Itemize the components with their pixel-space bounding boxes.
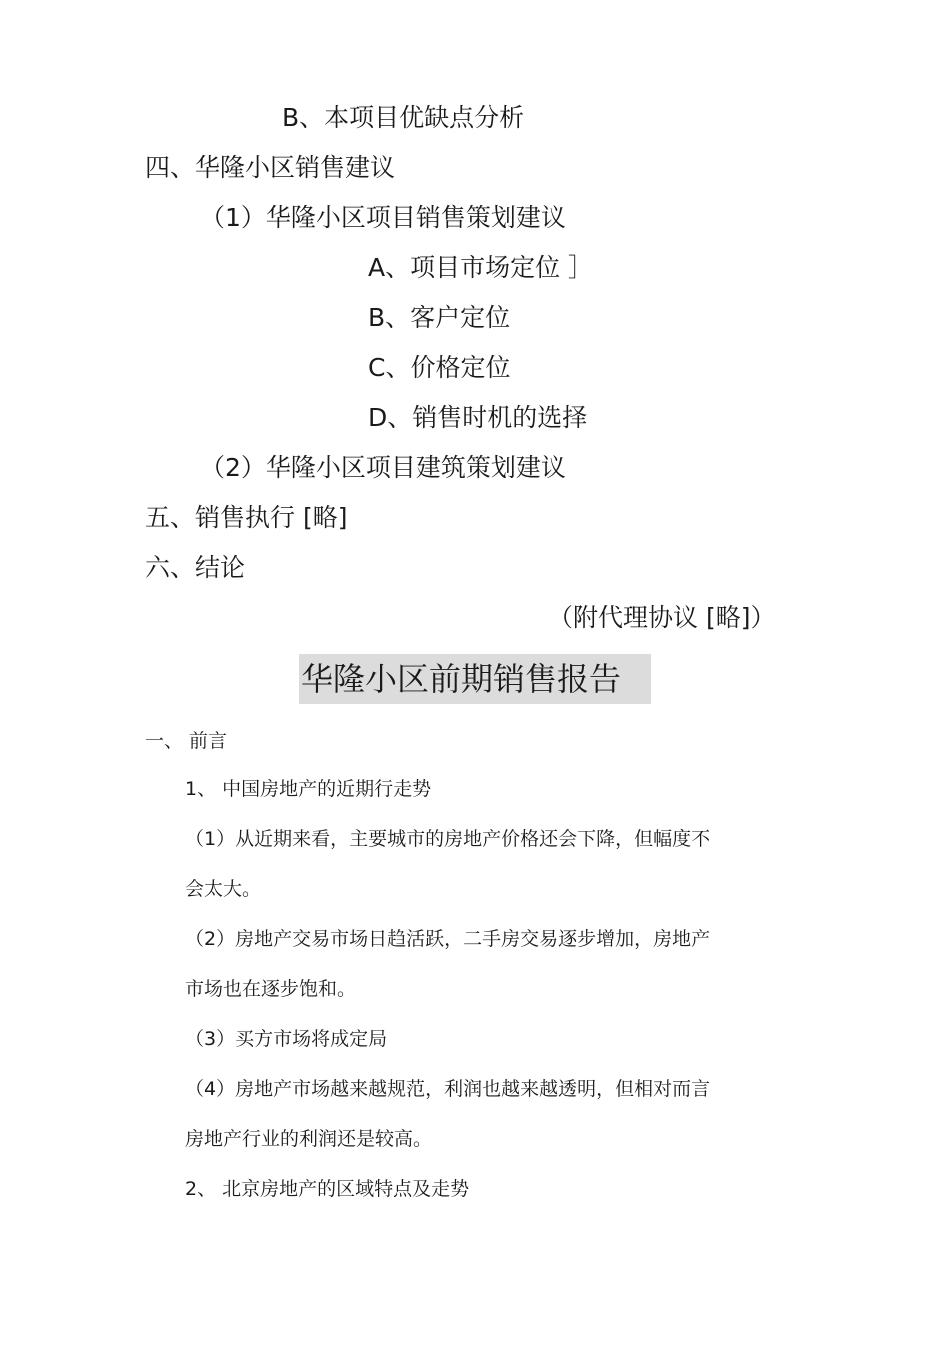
outline-item-a: A、项目市场定位 ］ [368, 253, 594, 282]
outline-item-d: D、销售时机的选择 [368, 403, 588, 432]
report-paragraph-4-line-1: （4）房地产市场越来越规范，利润也越来越透明，但相对而言 [185, 1078, 711, 1100]
outline-sub-4-1: （1）华隆小区项目销售策划建议 [200, 203, 566, 232]
outline-section-5: 五、销售执行 [略] [145, 503, 348, 532]
report-paragraph-1-line-2: 会太大。 [185, 878, 262, 900]
report-paragraph-3: （3）买方市场将成定局 [185, 1028, 388, 1050]
report-section-1: 一、 前言 [145, 730, 228, 752]
report-paragraph-1-line-1: （1）从近期来看，主要城市的房地产价格还会下降，但幅度不 [185, 828, 711, 850]
outline-sub-4-2: （2）华隆小区项目建筑策划建议 [200, 453, 566, 482]
outline-section-4: 四、华隆小区销售建议 [145, 153, 396, 182]
report-paragraph-2-line-1: （2）房地产交易市场日趋活跃，二手房交易逐步增加，房地产 [185, 928, 711, 950]
outline-item-c: C、价格定位 [368, 353, 511, 382]
report-point-2: 2、 北京房地产的区域特点及走势 [185, 1178, 470, 1200]
report-paragraph-2-line-2: 市场也在逐步饱和。 [185, 978, 357, 1000]
outline-item-b-analysis: B、本项目优缺点分析 [282, 103, 525, 132]
outline-appendix: （附代理协议 [略]） [548, 603, 776, 632]
report-point-1: 1、 中国房地产的近期行走势 [185, 778, 432, 800]
outline-item-b: B、客户定位 [368, 303, 511, 332]
report-paragraph-4-line-2: 房地产行业的利润还是较高。 [185, 1128, 433, 1150]
report-title: 华隆小区前期销售报告 [299, 654, 651, 704]
outline-section-6: 六、结论 [145, 553, 246, 582]
